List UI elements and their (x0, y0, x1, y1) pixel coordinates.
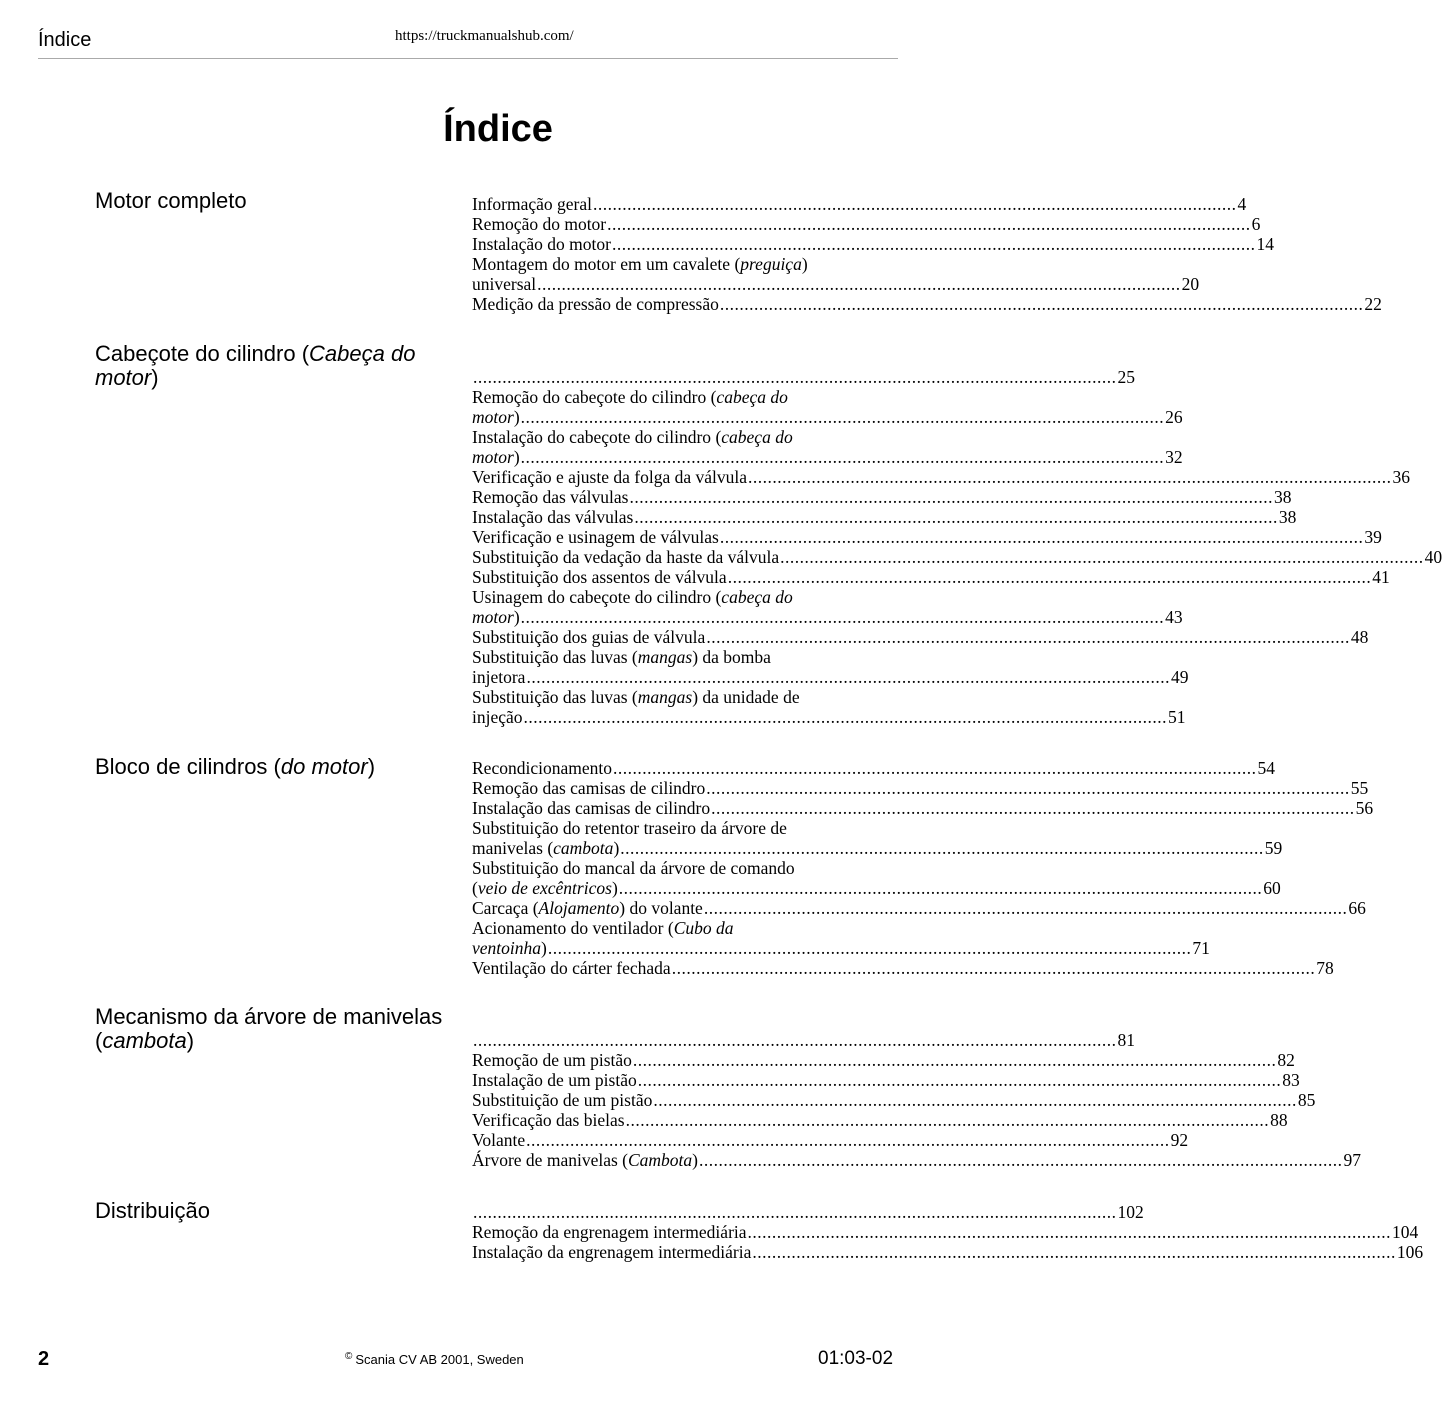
toc-entry[interactable]: Substituição dos assentos de válvula .................................................................................................................................... 41 (472, 567, 1390, 587)
footer-date: 01:03-02 (818, 1348, 894, 1369)
toc-entry[interactable]: Verificação das bielas .................................................................................................................................... 88 (472, 1110, 1288, 1130)
section-entries (472, 758, 1374, 978)
toc-entry[interactable]: Instalação do cabeçote do cilindro (cabeça do motor) .................................................................................................................................... 32 (472, 427, 1183, 467)
toc-entry[interactable]: Instalação das camisas de cilindro .................................................................................................................................... 56 (472, 798, 1374, 818)
toc-entry[interactable]: Árvore de manivelas (Cambota) .................................................................................................................................... 97 (472, 1150, 1361, 1170)
section-entries (472, 194, 1382, 314)
copyright-text: Scania CV AB 2001, Sweden (355, 1352, 524, 1367)
toc-entry[interactable]: .................................................................................................................................... 102 (473, 1202, 1144, 1222)
toc-entry[interactable]: Medição da pressão de compressão .................................................................................................................................... 22 (472, 294, 1382, 314)
toc-entry[interactable]: Instalação da engrenagem intermediária .................................................................................................................................... 106 (472, 1242, 1424, 1262)
toc-entry[interactable]: Remoção das camisas de cilindro .................................................................................................................................... 55 (472, 778, 1369, 798)
toc-entry[interactable]: Instalação de um pistão .................................................................................................................................... 83 (472, 1070, 1300, 1090)
section-entries (472, 367, 1442, 727)
toc-entry[interactable]: Substituição das luvas (mangas) da unidade de injeção .................................................................................................................................... 51 (472, 687, 1186, 727)
section-entries (472, 1202, 1424, 1262)
toc-entry[interactable]: .................................................................................................................................... 81 (473, 1030, 1135, 1050)
section-title: Motor completo (95, 188, 247, 213)
section-title: Mecanismo da árvore de manivelas (cambota) (95, 1004, 443, 1053)
toc-entry[interactable]: Usinagem do cabeçote do cilindro (cabeça do motor) .................................................................................................................................... 43 (472, 587, 1183, 627)
section-entries (472, 1030, 1361, 1170)
section-title: Cabeçote do cilindro (Cabeça do motor) (95, 341, 416, 390)
section-title: Distribuição (95, 1198, 210, 1223)
toc-entry[interactable]: Carcaça (Alojamento) do volante .................................................................................................................................... 66 (472, 898, 1366, 918)
toc-entry[interactable]: Substituição da vedação da haste da válvula .................................................................................................................................... 40 (472, 547, 1442, 567)
toc-entry[interactable]: Instalação do motor .................................................................................................................................... 14 (472, 234, 1274, 254)
toc-entry[interactable]: Verificação e ajuste da folga da válvula .................................................................................................................................... 36 (472, 467, 1411, 487)
toc-entry[interactable]: Remoção do cabeçote do cilindro (cabeça do motor) .................................................................................................................................... 26 (472, 387, 1183, 427)
toc-entry[interactable]: Montagem do motor em um cavalete (preguiça) universal .................................................................................................................................... 20 (472, 254, 1200, 294)
section-title: Bloco de cilindros (do motor) (95, 754, 376, 779)
toc-entry[interactable]: Volante .................................................................................................................................... 92 (472, 1130, 1189, 1150)
footer-page-number: 2 (38, 1348, 50, 1370)
toc-entry[interactable]: Ventilação do cárter fechada .................................................................................................................................... 78 (472, 958, 1334, 978)
toc-entry[interactable]: Substituição do retentor traseiro da árvore de manivelas (cambota) .................................................................................................................................... 59 (472, 818, 1283, 858)
toc-entry[interactable]: Acionamento do ventilador (Cubo da ventoinha) .................................................................................................................................... 71 (472, 918, 1210, 958)
header-divider (38, 58, 898, 59)
header-section-label: Índice (38, 29, 92, 51)
toc-entry[interactable]: Remoção da engrenagem intermediária .................................................................................................................................... 104 (472, 1222, 1419, 1242)
toc-entry[interactable]: .................................................................................................................................... 25 (473, 367, 1135, 387)
toc-entry[interactable]: Instalação das válvulas .................................................................................................................................... 38 (472, 507, 1297, 527)
toc-entry[interactable]: Recondicionamento .................................................................................................................................... 54 (472, 758, 1275, 778)
footer-copyright (345, 1351, 524, 1367)
toc-entry[interactable]: Informação geral .................................................................................................................................... 4 (472, 194, 1247, 214)
page-title: Índice (443, 108, 553, 150)
toc-entry[interactable]: Substituição dos guias de válvula .................................................................................................................................... 48 (472, 627, 1369, 647)
toc-entry[interactable]: Remoção do motor .................................................................................................................................... 6 (472, 214, 1261, 234)
toc-entry[interactable]: Substituição de um pistão .................................................................................................................................... 85 (472, 1090, 1316, 1110)
toc-entry[interactable]: Substituição do mancal da árvore de comando (veio de excêntricos) .................................................................................................................................... 60 (472, 858, 1281, 898)
toc-entry[interactable]: Substituição das luvas (mangas) da bomba injetora .................................................................................................................................... 49 (472, 647, 1189, 687)
header-url[interactable]: https://truckmanualshub.com/ (395, 28, 574, 44)
copyright-symbol: © (345, 1351, 353, 1362)
toc-entry[interactable]: Verificação e usinagem de válvulas .................................................................................................................................... 39 (472, 527, 1382, 547)
toc-entry[interactable]: Remoção das válvulas .................................................................................................................................... 38 (472, 487, 1292, 507)
toc-entry[interactable]: Remoção de um pistão .................................................................................................................................... 82 (472, 1050, 1295, 1070)
